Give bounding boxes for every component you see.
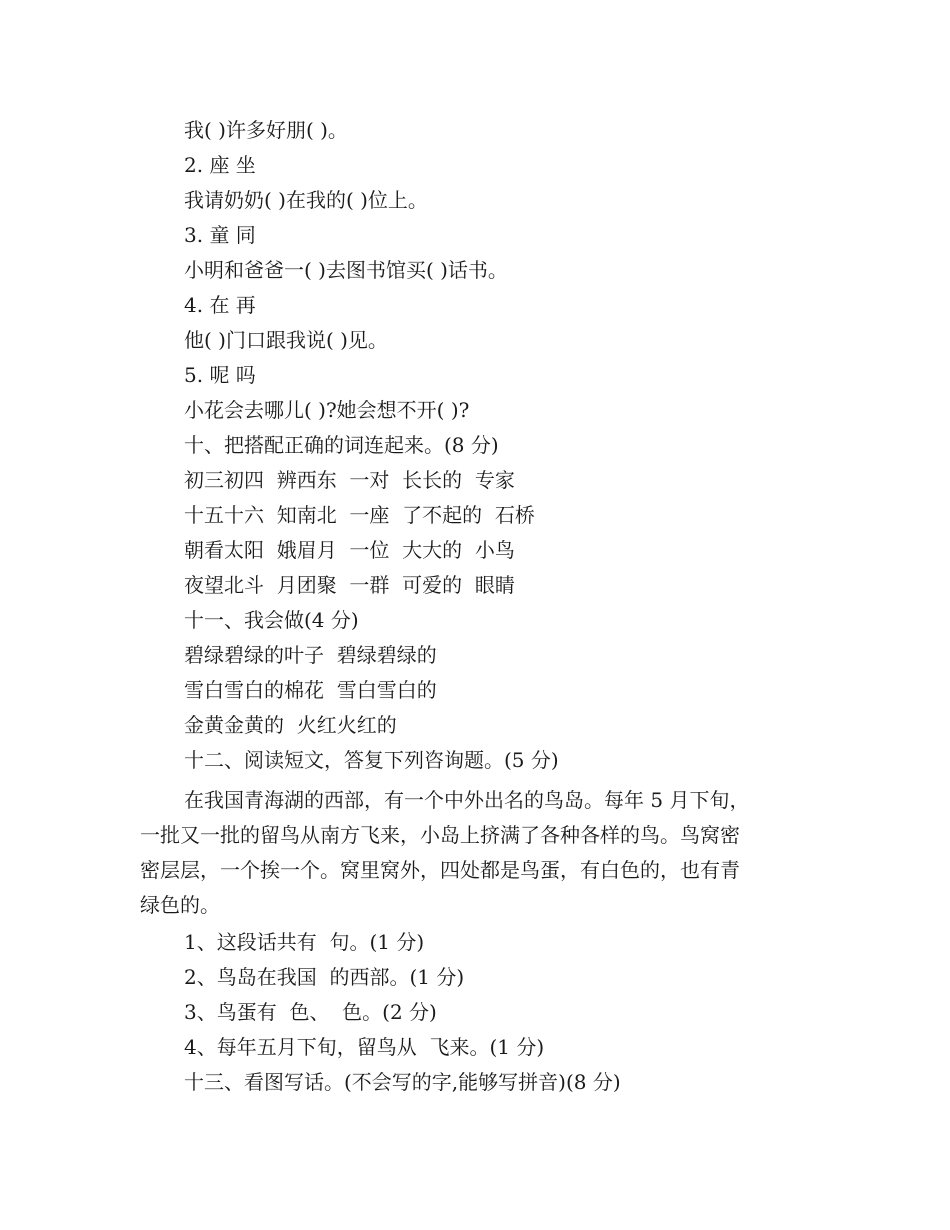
phrase-row-2: 雪白雪白的棉花 雪白雪白的 bbox=[184, 678, 437, 702]
fill-sentence-5: 小花会去哪儿( )?她会想不开( )? bbox=[184, 398, 470, 422]
word-pair-4: 4. 在 再 bbox=[184, 293, 256, 317]
match-row-4: 夜望北斗 月团聚 一群 可爱的 眼睛 bbox=[184, 573, 515, 597]
fill-sentence-4: 他( )门口跟我说( )见。 bbox=[184, 328, 388, 352]
fill-sentence-3: 小明和爸爸一( )去图书馆买( )话书。 bbox=[184, 258, 508, 282]
passage-line-3: 密层层，一个挨一个。窝里窝外，四处都是鸟蛋，有白色的，也有青 bbox=[140, 858, 740, 882]
section-13-heading: 十三、看图写话。(不会写的字,能够写拼音)(8 分) bbox=[184, 1070, 621, 1094]
section-10-heading: 十、把搭配正确的词连起来。(8 分) bbox=[184, 433, 499, 457]
section-11-heading: 十一、我会做(4 分) bbox=[184, 608, 359, 632]
phrase-row-3: 金黄金黄的 火红火红的 bbox=[184, 713, 397, 737]
word-pair-2: 2. 座 坐 bbox=[184, 153, 256, 177]
match-row-2: 十五十六 知南北 一座 了不起的 石桥 bbox=[184, 503, 535, 527]
question-2: 2、鸟岛在我国 的西部。(1 分) bbox=[184, 965, 465, 989]
fill-sentence-2: 我请奶奶( )在我的( )位上。 bbox=[184, 188, 428, 212]
passage-line-4: 绿色的。 bbox=[140, 893, 220, 917]
section-12-heading: 十二、阅读短文，答复下列咨询题。(5 分) bbox=[184, 748, 559, 772]
fill-sentence-1: 我( )许多好朋( )。 bbox=[184, 118, 348, 142]
word-pair-3: 3. 童 同 bbox=[184, 223, 256, 247]
question-4: 4、每年五月下旬，留鸟从 飞来。(1 分) bbox=[184, 1035, 545, 1059]
phrase-row-1: 碧绿碧绿的叶子 碧绿碧绿的 bbox=[184, 643, 437, 667]
passage-line-1: 在我国青海湖的西部，有一个中外出名的鸟岛。每年 5 月下旬， bbox=[184, 788, 750, 812]
question-1: 1、这段话共有 句。(1 分) bbox=[184, 930, 425, 954]
match-row-1: 初三初四 辨西东 一对 长长的 专家 bbox=[184, 468, 515, 492]
match-row-3: 朝看太阳 娥眉月 一位 大大的 小鸟 bbox=[184, 538, 515, 562]
passage-line-2: 一批又一批的留鸟从南方飞来，小岛上挤满了各种各样的鸟。鸟窝密 bbox=[140, 823, 740, 847]
question-3: 3、鸟蛋有 色、 色。(2 分) bbox=[184, 1000, 437, 1024]
word-pair-5: 5. 呢 吗 bbox=[184, 363, 256, 387]
